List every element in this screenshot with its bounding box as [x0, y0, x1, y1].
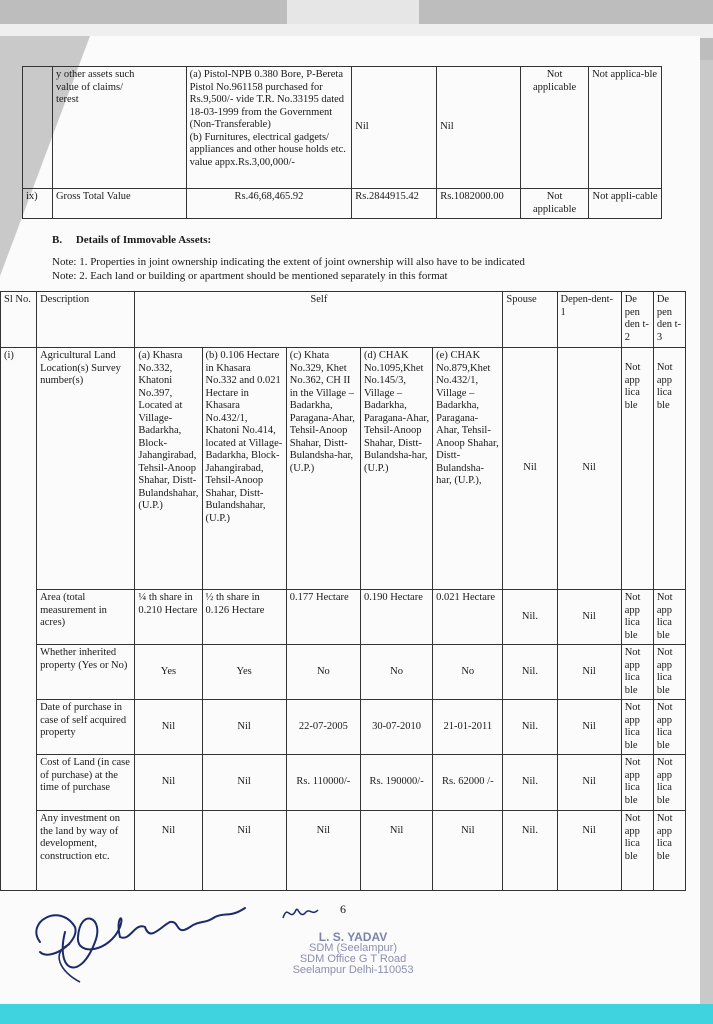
- land-a: Yes: [135, 645, 202, 700]
- row-description: Area (total measurement in acres): [37, 590, 135, 645]
- land-e: (e) CHAK No.879,Khet No.432/1, Village – Badarkha, Paragana-Ahar, Tehsil-Anoop Shahar, Distt-Bulandsha-har, (U.P.),: [433, 348, 503, 590]
- spouse-value: Nil: [503, 348, 557, 590]
- dependent2-value: Not app lica ble: [621, 590, 653, 645]
- land-d: Rs. 190000/-: [360, 755, 432, 811]
- land-c: 22-07-2005: [286, 700, 360, 755]
- land-b: Yes: [202, 645, 286, 700]
- header-sl: Sl No.: [1, 292, 37, 348]
- stamp-line1: SDM (Seelampur): [308, 942, 398, 954]
- dependent3-value: Not app lica ble: [653, 700, 685, 755]
- land-a: Nil: [135, 700, 202, 755]
- dependent2-value: Not app lica ble: [621, 700, 653, 755]
- header-dependent1: Depen-dent-1: [557, 292, 621, 348]
- spouse-value: Nil.: [503, 811, 557, 891]
- row-number: ix): [23, 189, 53, 219]
- land-e: Nil: [433, 811, 503, 891]
- land-a: ¼ th share in 0.210 Hectare: [135, 590, 202, 645]
- land-e: No: [433, 645, 503, 700]
- initials-mark: [278, 898, 328, 928]
- land-a: Nil: [135, 811, 202, 891]
- immovable-assets-table: [0, 291, 686, 891]
- stamp-line2: SDM Office G T Road: [299, 953, 407, 965]
- self-value: (a) Pistol-NPB 0.380 Bore, P-Bereta Pistol No.961158 purchased for Rs.9,500/- vide T.R. No.33195 dated 18-03-1999 from the Government (Non-Transferable) (b) Furnitures, electrical gadgets/ appliances and other house holds etc. value appx.Rs.3,00,000/-: [186, 67, 352, 189]
- land-d: 0.190 Hectare: [360, 590, 432, 645]
- row-description: Whether inherited property (Yes or No): [37, 645, 135, 700]
- land-b: (b) 0.106 Hectare in Khasara No.332 and 0.021 Hectare in Khasara No.432/1, Khatoni No.414, located at Village-Badarkha, Block-Jahangirabad, Tehsil-Anoop Shahar, Distt-Bulandshahar, (U.P.): [202, 348, 286, 590]
- note-2: Note: 2. Each land or building or apartment should be mentioned separately in this format: [52, 270, 448, 282]
- row-description: Cost of Land (in case of purchase) at the time of purchase: [37, 755, 135, 811]
- note-1: Note: 1. Properties in joint ownership indicating the extent of joint ownership will also have to be indicated: [52, 256, 525, 268]
- stamp-name: L. S. YADAV: [318, 930, 388, 944]
- dependent3-value: Not app lica ble: [653, 348, 685, 590]
- land-a: Nil: [135, 755, 202, 811]
- dependent1-total: Rs.1082000.00: [437, 189, 521, 219]
- dependent3-value: Not app lica ble: [653, 590, 685, 645]
- dependent1-value: Nil: [557, 348, 621, 590]
- land-c: No: [286, 645, 360, 700]
- land-c: 0.177 Hectare: [286, 590, 360, 645]
- header-dependent2: De pen den t-2: [621, 292, 653, 348]
- dependent3-value: Not applica-ble: [589, 67, 662, 189]
- spouse-value: Nil.: [503, 590, 557, 645]
- section-heading: B. Details of Immovable Assets:: [52, 234, 212, 246]
- land-b: Nil: [202, 700, 286, 755]
- row-number: [23, 67, 53, 189]
- official-stamp: [268, 932, 438, 976]
- land-b: ½ th share in 0.126 Hectare: [202, 590, 286, 645]
- row-description: Any investment on the land by way of development, construction etc.: [37, 811, 135, 891]
- dependent2-value: Not app lica ble: [621, 755, 653, 811]
- header-spouse: Spouse: [503, 292, 557, 348]
- dependent2-total: Not applicable: [521, 189, 589, 219]
- land-e: 21-01-2011: [433, 700, 503, 755]
- spouse-value: Nil.: [503, 645, 557, 700]
- movable-assets-tail-table: [22, 66, 662, 219]
- header-dependent3: De pen den t-3: [653, 292, 685, 348]
- dependent2-value: Not app lica ble: [621, 645, 653, 700]
- land-e: 0.021 Hectare: [433, 590, 503, 645]
- header-self: Self: [135, 292, 503, 348]
- dependent3-total: Not appli-cable: [589, 189, 662, 219]
- dependent1-value: Nil: [557, 700, 621, 755]
- handwritten-signature: [20, 882, 260, 992]
- page-number: 6: [340, 902, 346, 916]
- dependent3-value: Not app lica ble: [653, 755, 685, 811]
- row-description: Date of purchase in case of self acquired property: [37, 700, 135, 755]
- dependent2-value: Not app lica ble: [621, 348, 653, 590]
- dependent1-value: Nil: [557, 755, 621, 811]
- land-b: Nil: [202, 811, 286, 891]
- dependent1-value: Nil: [557, 590, 621, 645]
- land-c: Nil: [286, 811, 360, 891]
- spouse-value: Nil: [352, 67, 437, 189]
- dependent2-value: Not app lica ble: [621, 811, 653, 891]
- scanner-strip: [0, 1004, 713, 1024]
- dependent1-value: Nil: [557, 811, 621, 891]
- header-description: Description: [37, 292, 135, 348]
- row-description: Agricultural Land Location(s) Survey number(s): [37, 348, 135, 590]
- land-c: Rs. 110000/-: [286, 755, 360, 811]
- stamp-line3: Seelampur Delhi-110053: [292, 964, 414, 976]
- spouse-value: Nil.: [503, 700, 557, 755]
- land-d: (d) CHAK No.1095,Khet No.145/3, Village – Badarkha, Paragana-Ahar, Tehsil-Anoop Shahar, Distt-Bulandsha-har, (U.P.): [360, 348, 432, 590]
- dependent3-value: Not app lica ble: [653, 645, 685, 700]
- land-c: (c) Khata No.329, Khet No.362, CH II in the Village – Badarkha, Paragana-Ahar, Tehsil-Anoop Shahar, Distt-Bulandsha-har, (U.P.): [286, 348, 360, 590]
- land-d: No: [360, 645, 432, 700]
- self-total: Rs.46,68,465.92: [186, 189, 352, 219]
- dependent1-value: Nil: [437, 67, 521, 189]
- dependent1-value: Nil: [557, 645, 621, 700]
- land-e: Rs. 62000 /-: [433, 755, 503, 811]
- land-d: 30-07-2010: [360, 700, 432, 755]
- serial-number: (i): [1, 348, 37, 891]
- dependent3-value: Not app lica ble: [653, 811, 685, 891]
- spouse-value: Nil.: [503, 755, 557, 811]
- asset-label: y other assets such value of claims/ terest: [52, 67, 186, 189]
- land-b: Nil: [202, 755, 286, 811]
- land-d: Nil: [360, 811, 432, 891]
- dependent2-value: Not applicable: [521, 67, 589, 189]
- asset-label: Gross Total Value: [52, 189, 186, 219]
- land-a: (a) Khasra No.332, Khatoni No.397, Located at Village-Badarkha, Block-Jahangirabad, Tehsil-Anoop Shahar, Distt-Bulandshahar, (U.P.): [135, 348, 202, 590]
- spouse-total: Rs.2844915.42: [352, 189, 437, 219]
